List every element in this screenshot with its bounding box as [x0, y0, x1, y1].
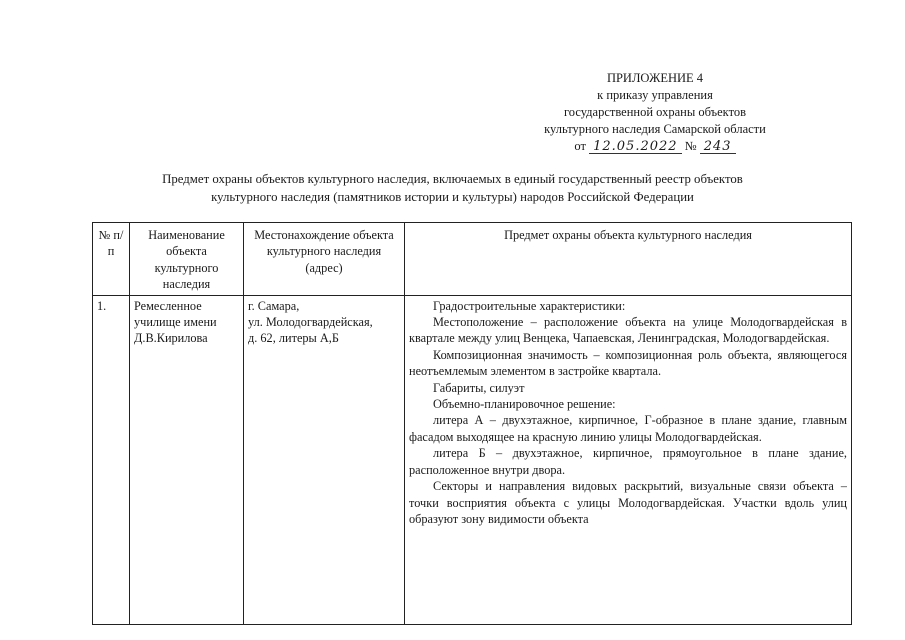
- order-date: 12.05.2022: [593, 139, 678, 154]
- subject-paragraph: Градостроительные характеристики:: [433, 298, 626, 313]
- order-number-field: [700, 139, 736, 154]
- table-header-row: [93, 223, 852, 296]
- order-prefix: от: [574, 139, 586, 153]
- subject-paragraph: Объемно-планировочное решение:: [433, 397, 616, 412]
- appendix-title: ПРИЛОЖЕНИЕ 4: [606, 71, 704, 85]
- heritage-table: [92, 222, 852, 625]
- header-subject: Предмет охраны объекта культурного наследия: [405, 223, 852, 296]
- location-line-3: д. 62, литеры А,Б: [248, 331, 339, 346]
- header-name: Наименование объекта культурного наследия: [130, 223, 244, 296]
- subject-paragraph: Секторы и направления видовых раскрытий, визуальные связи объекта – точки восприятия объекта с улицы Молодогвардейская. Участки вдоль улиц образуют зону видимости объекта: [409, 479, 847, 526]
- subject-paragraph: литера А – двухэтажное, кирпичное, Г-образное в плане здание, главным фасадом выходящее на красную линию улицы Молодогвардейская.: [409, 413, 847, 444]
- table-row: [93, 295, 852, 624]
- row-number: 1.: [93, 295, 130, 624]
- row-name: Ремесленное училище имени Д.В.Кирилова: [130, 295, 244, 624]
- header-number: № п/п: [93, 223, 130, 296]
- subject-paragraph: Композиционная значимость – композиционная роль объекта, являющегося неотъемлемым элементом в застройке квартала.: [409, 347, 847, 379]
- appendix-header: [500, 70, 810, 155]
- appendix-line-3: культурного наследия Самарской области: [544, 122, 766, 136]
- row-location: [244, 295, 405, 624]
- subject-paragraph: литера Б – двухэтажное, кирпичное, прямоугольное в плане здание, расположенное внутри двора.: [409, 446, 847, 477]
- location-line-1: г. Самара,: [248, 298, 300, 313]
- document-title: [100, 170, 805, 206]
- location-line-2: ул. Молодогвардейская,: [248, 315, 373, 330]
- appendix-line-1: к приказу управления: [597, 88, 713, 102]
- row-subject: [405, 295, 852, 624]
- order-number-prefix: №: [684, 139, 697, 153]
- order-reference: [500, 138, 810, 155]
- subject-paragraph: Местоположение – расположение объекта на улице Молодогвардейская в квартале между улиц Венцека, Чапаевская, Ленинградская, Молодогвардейская.: [409, 315, 847, 346]
- subject-content: [409, 298, 847, 622]
- document-title-line-1: Предмет охраны объектов культурного наследия, включаемых в единый государственный реестр объектов: [162, 172, 743, 186]
- appendix-line-2: государственной охраны объектов: [563, 105, 747, 119]
- header-location: Местонахождение объекта культурного наследия (адрес): [244, 223, 405, 296]
- document-title-line-2: культурного наследия (памятников истории и культуры) народов Российской Федерации: [211, 190, 694, 204]
- order-date-field: [589, 139, 681, 154]
- order-number: 243: [703, 139, 732, 154]
- subject-paragraph: Габариты, силуэт: [433, 380, 525, 395]
